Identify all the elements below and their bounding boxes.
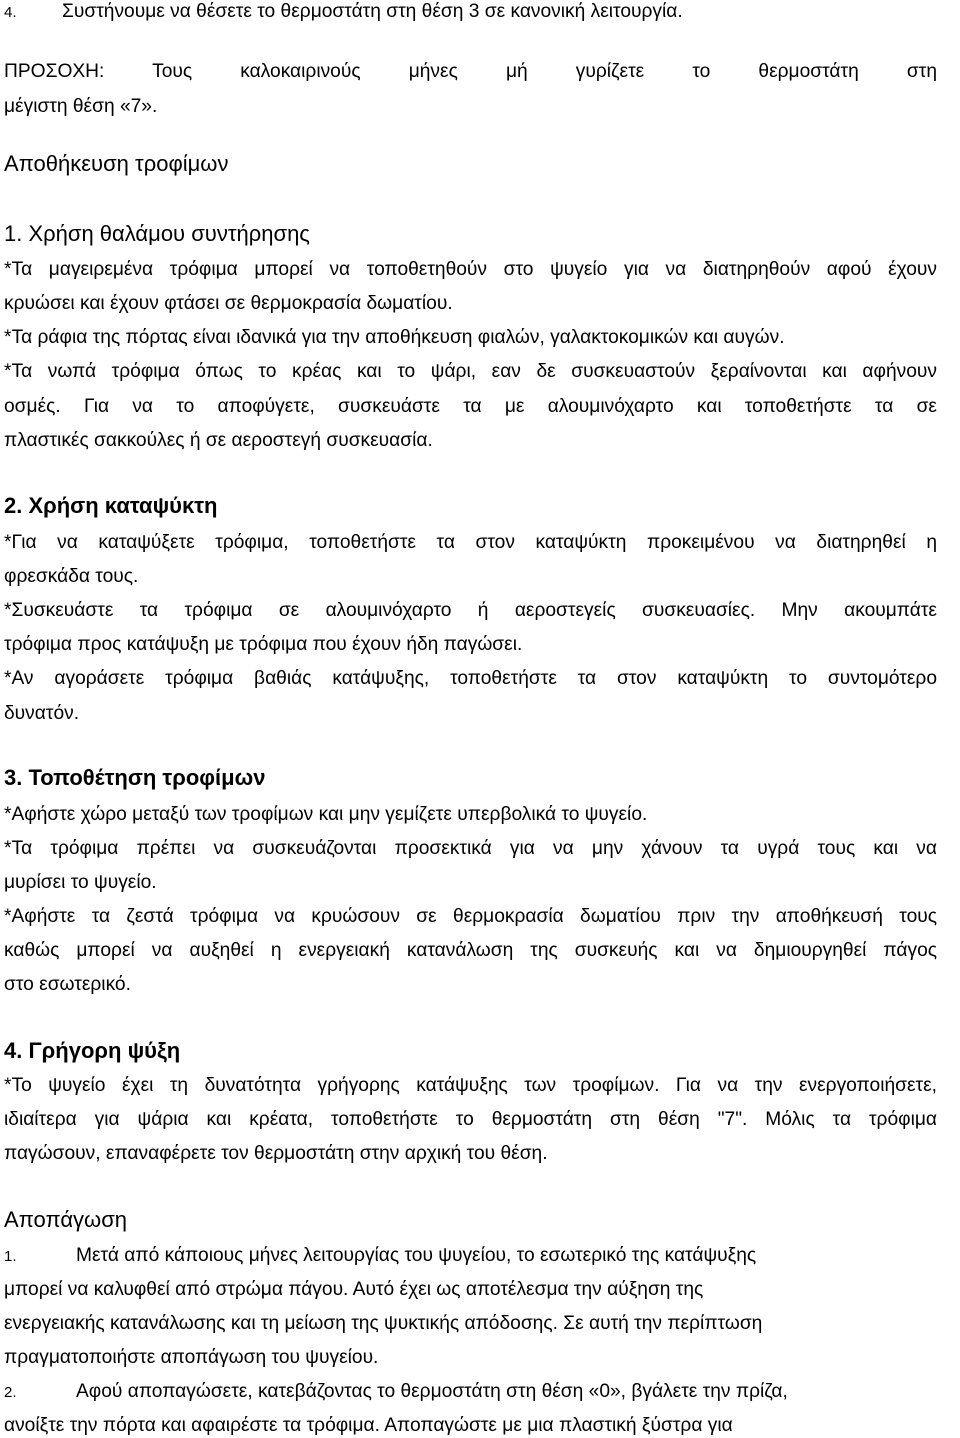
- paragraph-line: οσμές. Για να το αποφύγετε, συσκευάστε τα με αλουμινόχαρτο και τοποθετήστε τα σε: [4, 396, 937, 417]
- heading-defrosting: Αποπάγωση: [4, 1207, 128, 1232]
- list-item-defrost-2: [4, 1380, 788, 1405]
- heading-food-placement: 3. Τοποθέτηση τροφίμων: [4, 765, 266, 790]
- paragraph-line: *Τα ράφια της πόρτας είναι ιδανικά για την αποθήκευση φιαλών, γαλακτοκομικών και αυγών.: [4, 327, 785, 348]
- heading-fridge-compartment: 1. Χρήση θαλάμου συντήρησης: [4, 221, 310, 246]
- paragraph-line: ιδιαίτερα για ψάρια και κρέατα, τοποθετήστε το θερμοστάτη στη θέση "7". Μόλις τα τρόφιμα: [4, 1109, 937, 1130]
- heading-quick-cooling: 4. Γρήγορη ψύξη: [4, 1038, 181, 1063]
- paragraph-line: παγώσουν, επαναφέρετε τον θερμοστάτη στην αρχική του θέση.: [4, 1143, 548, 1164]
- paragraph-line: *Αφήστε τα ζεστά τρόφιμα να κρυώσουν σε θερμοκρασία δωματίου πριν την αποθήκευσή τους: [4, 906, 937, 927]
- paragraph-line: μπορεί να καλυφθεί από στρώμα πάγου. Αυτό έχει ως αποτέλεσμα την αύξηση της: [4, 1279, 704, 1300]
- list-number: 4.: [4, 4, 17, 21]
- paragraph-line: *Για να καταψύξετε τρόφιμα, τοποθετήστε τα στον καταψύκτη προκειμένου να διατηρηθεί η: [4, 532, 937, 553]
- paragraph-line: κρυώσει και έχουν φτάσει σε θερμοκρασία δωματίου.: [4, 293, 453, 314]
- paragraph-line: *Τα τρόφιμα πρέπει να συσκευάζονται προσεκτικά για να μην χάνουν τα υγρά τους και να: [4, 838, 937, 859]
- paragraph-line: ανοίξτε την πόρτα και αφαιρέστε τα τρόφιμα. Αποπαγώστε με μια πλαστική ξύστρα για: [4, 1415, 733, 1436]
- heading-food-storage: Αποθήκευση τροφίμων: [4, 151, 229, 176]
- line-text: Αφού αποπαγώσετε, κατεβάζοντας το θερμοστάτη στη θέση «0», βγάλετε την πρίζα,: [76, 1381, 788, 1402]
- list-item-defrost-1: [4, 1244, 756, 1269]
- list-number: 2.: [4, 1384, 17, 1401]
- paragraph-line: τρόφιμα προς κατάψυξη με τρόφιμα που έχουν ήδη παγώσει.: [4, 634, 523, 655]
- line-thermostat-normal: [4, 0, 683, 25]
- paragraph-line: δυνατόν.: [4, 703, 80, 724]
- line-text: Συστήνουμε να θέσετε το θερμοστάτη στη θέση 3 σε κανονική λειτουργία.: [62, 1, 683, 22]
- warning-line-1: ΠΡΟΣΟΧΗ: Τους καλοκαιρινούς μήνες μή γυρίζετε το θερμοστάτη στη: [4, 61, 937, 82]
- paragraph-line: *Το ψυγείο έχει τη δυνατότητα γρήγορης κατάψυξης των τροφίμων. Για να την ενεργοποιήσετε,: [4, 1075, 937, 1096]
- paragraph-line: *Τα μαγειρεμένα τρόφιμα μπορεί να τοποθετηθούν στο ψυγείο για να διατηρηθούν αφού έχουν: [4, 259, 937, 280]
- paragraph-line: στο εσωτερικό.: [4, 974, 131, 995]
- paragraph-line: μυρίσει το ψυγείο.: [4, 872, 157, 893]
- paragraph-line: *Αφήστε χώρο μεταξύ των τροφίμων και μην γεμίζετε υπερβολικά το ψυγείο.: [4, 804, 648, 825]
- paragraph-line: *Συσκευάστε τα τρόφιμα σε αλουμινόχαρτο ή αεροστεγείς συσκευασίες. Μην ακουμπάτε: [4, 600, 937, 621]
- paragraph-line: φρεσκάδα τους.: [4, 566, 139, 587]
- warning-line-2: μέγιστη θέση «7».: [4, 96, 158, 117]
- paragraph-line: πλαστικές σακκούλες ή σε αεροστεγή συσκευασία.: [4, 430, 433, 451]
- paragraph-line: πραγματοποιήστε αποπάγωση του ψυγείου.: [4, 1347, 379, 1368]
- paragraph-line: ενεργειακής κατανάλωσης και τη μείωση της ψυκτικής απόδοσης. Σε αυτή την περίπτωση: [4, 1313, 763, 1334]
- list-number: 1.: [4, 1248, 17, 1265]
- paragraph-line: καθώς μπορεί να αυξηθεί η ενεργειακή κατανάλωση της συσκευής και να δημιουργηθεί πάγος: [4, 940, 937, 961]
- paragraph-line: *Αν αγοράσετε τρόφιμα βαθιάς κατάψυξης, τοποθετήστε τα στον καταψύκτη το συντομότερο: [4, 668, 937, 689]
- heading-freezer-use: 2. Χρήση καταψύκτη: [4, 493, 218, 518]
- line-text: Μετά από κάποιους μήνες λειτουργίας του ψυγείου, το εσωτερικό της κατάψυξης: [76, 1245, 757, 1266]
- paragraph-line: *Τα νωπά τρόφιμα όπως το κρέας και το ψάρι, εαν δε συσκευαστούν ξεραίνονται και αφήνουν: [4, 361, 937, 382]
